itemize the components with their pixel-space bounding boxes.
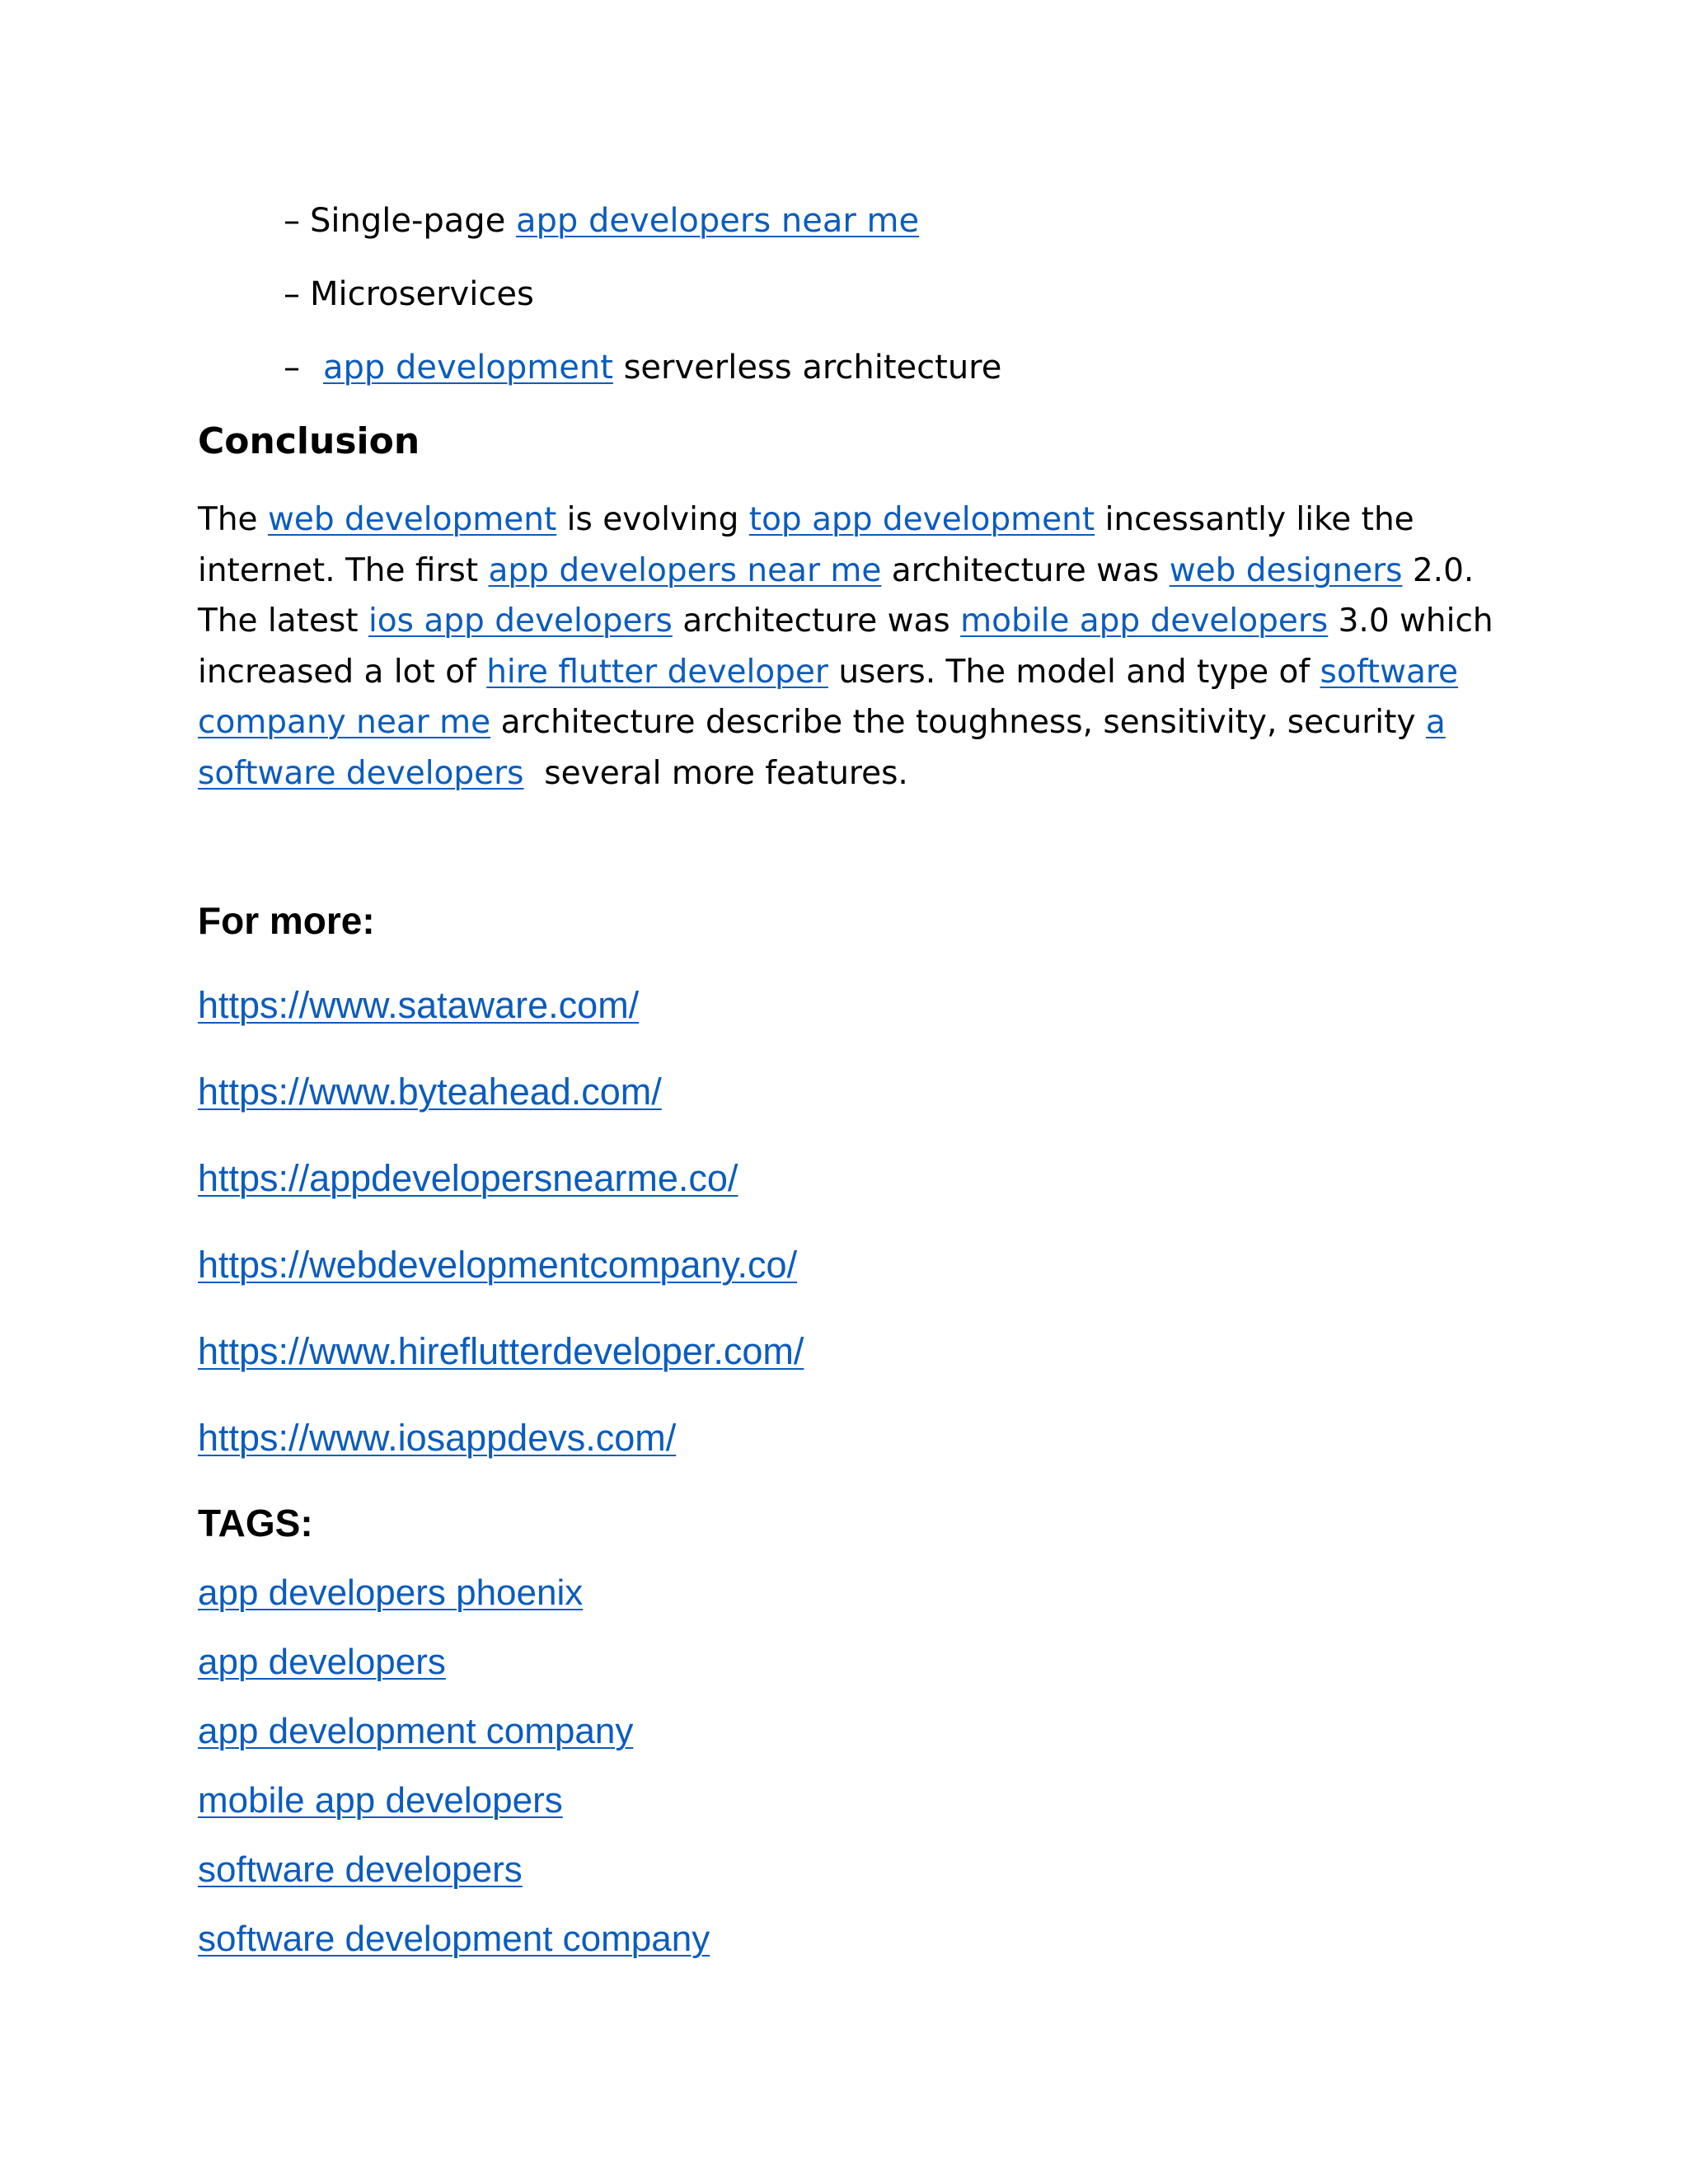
tag-item <box>198 1638 710 1687</box>
link-a-software-developers-part2[interactable]: software developers <box>198 754 524 792</box>
text-run: users. The model and type of <box>828 653 1320 691</box>
link-hire-flutter-developer[interactable]: hire flutter developer <box>486 653 828 691</box>
tag-item <box>198 1776 710 1825</box>
url-item <box>198 1327 804 1376</box>
bullet-text: Single-page <box>310 202 517 240</box>
tags-list <box>198 1568 710 1984</box>
text-run: 3.0 which <box>1328 602 1493 640</box>
url-link[interactable]: https://www.hireflutterdeveloper.com/ <box>198 1330 804 1372</box>
text-run: architecture describe the toughness, sensitivity, security <box>490 704 1426 741</box>
text-run: architecture was <box>672 602 961 640</box>
tags-heading: TAGS: <box>198 1502 313 1544</box>
conclusion-paragraph <box>198 494 1493 799</box>
url-link[interactable]: https://www.iosappdevs.com/ <box>198 1417 677 1459</box>
url-item <box>198 1067 804 1117</box>
link-app-developers-near-me[interactable]: app developers near me <box>488 551 882 589</box>
bullet-text: serverless architecture <box>612 349 1002 387</box>
for-more-heading: For more: <box>198 899 375 942</box>
link-web-designers[interactable]: web designers <box>1169 551 1403 589</box>
url-item <box>198 981 804 1030</box>
link-software-company-near-me-part2[interactable]: company near me <box>198 704 491 741</box>
paragraph-line <box>198 494 1467 546</box>
for-more-url-list <box>198 981 804 1500</box>
tag-item <box>198 1845 710 1895</box>
architecture-bullet-list <box>284 196 1001 416</box>
tag-item <box>198 1568 710 1618</box>
url-link[interactable]: https://webdevelopmentcompany.co/ <box>198 1244 798 1286</box>
text-run: several more features. <box>523 754 908 792</box>
url-item <box>198 1240 804 1290</box>
text-run: The latest <box>198 602 368 640</box>
tag-link[interactable]: app developers <box>198 1642 446 1682</box>
paragraph-line <box>198 647 1467 698</box>
url-link[interactable]: https://www.byteahead.com/ <box>198 1071 662 1113</box>
url-item <box>198 1154 804 1203</box>
bullet-item <box>284 196 1001 246</box>
bullet-link-app-development[interactable]: app development <box>323 349 613 387</box>
tag-item <box>198 1915 710 1964</box>
link-ios-app-developers[interactable]: ios app developers <box>368 602 673 640</box>
bullet-item <box>284 343 1001 392</box>
tag-link[interactable]: software development company <box>198 1919 710 1959</box>
paragraph-line <box>198 697 1467 748</box>
bullet-item <box>284 269 1001 319</box>
text-run: 2.0. <box>1402 551 1475 589</box>
bullet-dash: – <box>284 349 300 387</box>
tag-link[interactable]: app developers phoenix <box>198 1572 584 1613</box>
text-run: is evolving <box>556 501 749 538</box>
tag-link[interactable]: app development company <box>198 1711 634 1751</box>
link-web-development[interactable]: web development <box>267 501 557 538</box>
tag-item <box>198 1707 710 1756</box>
url-item <box>198 1413 804 1463</box>
text-run: incessantly like the <box>1095 501 1414 538</box>
text-run: internet. The first <box>198 551 489 589</box>
tag-link[interactable]: software developers <box>198 1849 523 1890</box>
paragraph-line <box>198 546 1475 597</box>
link-software-company-near-me-part1[interactable]: software <box>1320 653 1459 691</box>
url-link[interactable]: https://www.sataware.com/ <box>198 984 640 1026</box>
text-run: increased a lot of <box>198 653 487 691</box>
bullet-link-app-developers-near-me[interactable]: app developers near me <box>516 202 920 240</box>
bullet-dash: – <box>284 202 300 240</box>
link-a-software-developers-part1[interactable]: a <box>1425 704 1446 741</box>
text-run: architecture was <box>881 551 1170 589</box>
bullet-text: Microservices <box>310 275 534 313</box>
paragraph-line <box>198 596 1493 647</box>
paragraph-line <box>198 748 1467 799</box>
bullet-dash: – <box>284 275 300 313</box>
url-link[interactable]: https://appdevelopersnearme.co/ <box>198 1157 738 1199</box>
link-mobile-app-developers[interactable]: mobile app developers <box>960 602 1329 640</box>
text-run: The <box>198 501 268 538</box>
link-top-app-development[interactable]: top app development <box>748 501 1095 538</box>
conclusion-heading: Conclusion <box>198 420 420 462</box>
tag-link[interactable]: mobile app developers <box>198 1780 563 1821</box>
